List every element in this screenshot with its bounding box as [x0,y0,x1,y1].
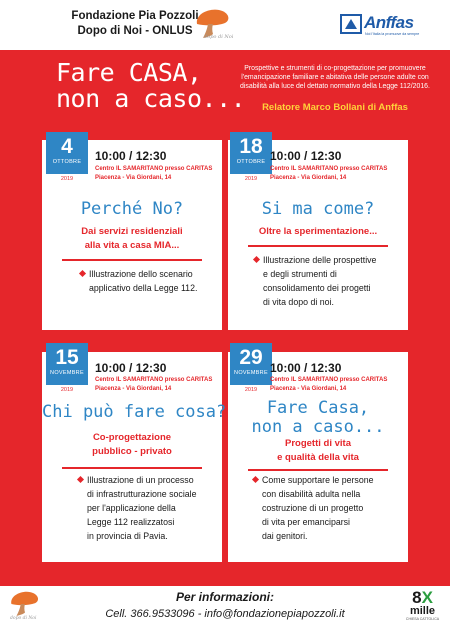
event-bullet [253,473,405,543]
anffas-mark-icon [340,14,362,34]
anffas-tagline: Noi l'Italia la promuove da sempre [365,32,420,36]
event-title [42,200,222,219]
event-day: 15 [55,346,79,369]
bullet-line: Illustrazione delle prospettive [263,255,377,265]
bullet-line: di vita dopo di noi. [263,297,334,307]
bullet-line: dai genitori. [262,531,308,541]
event-year: 2019 [60,387,74,393]
event-subtitle [42,225,222,253]
main-title [56,58,246,113]
event-subtitle-line: Oltre la sperimentazione... [258,226,378,237]
date-badge-2 [230,132,272,174]
event-title-line: Perché No? [80,199,184,219]
card-divider [62,259,202,261]
logo-caption: dopo di Noi [204,34,234,40]
event-subtitle [228,437,408,465]
event-time: 10:00 / 12:30 [270,361,342,375]
event-day: 29 [239,346,263,369]
date-badge-3 [46,343,88,385]
event-subtitle-line: Progetti di vita [285,438,351,449]
mille-number [400,590,445,606]
anffas-logo [340,12,440,40]
event-title-line: Chi può fare cosa? [42,402,227,422]
footer [0,586,450,636]
venue-line2: Piacenza - Via Giordani, 14 [270,386,347,392]
otto-per-mille-logo [400,590,445,630]
event-month: OTTOBRE [236,159,266,165]
card-divider [248,245,388,247]
event-year: 2019 [60,176,74,182]
event-bullet [78,473,222,543]
mille-subtitle: CHIESA CATTOLICA [405,617,440,621]
event-title [228,399,408,437]
event-year: 2019 [244,176,258,182]
bullet-line: Legge 112 realizzatosi [87,517,175,527]
card-divider [62,467,202,469]
bullet-diamond-icon [77,476,84,483]
event-month: NOVEMBRE [50,370,84,376]
event-day: 4 [61,135,73,158]
event-venue [95,165,212,183]
organization-name [60,9,210,39]
bullet-line: Illustrazione dello scenario [89,269,193,279]
venue-line1: Centro IL SAMARITANO presso CARITAS [270,377,388,383]
event-subtitle-line: pubblico - privato [92,446,172,457]
bullet-line: Come supportare le persone [262,475,374,485]
footer-logo-caption: dopo di Noi [10,616,37,621]
event-title [42,402,227,422]
org-name-line1: Fondazione Pia Pozzoli [71,10,199,22]
date-badge-1 [46,132,88,174]
bullet-line: e degli strumenti di [263,269,337,279]
venue-line2: Piacenza - Via Giordani, 14 [95,175,172,181]
card-divider [248,469,388,471]
event-year: 2019 [244,387,258,393]
bullet-line: con disabilità adulta nella [262,489,361,499]
speaker-line: Relatore Marco Bollani di Anffas [262,102,408,113]
bullet-line: per l'applicazione della [87,503,176,513]
event-title-line: Si ma come? [261,199,375,219]
bullet-diamond-icon [252,476,259,483]
bullet-line: di infrastrutturazione sociale [87,489,197,499]
event-time: 10:00 / 12:30 [95,149,167,163]
event-venue [95,376,212,394]
header [0,0,450,50]
main-title-line1: Fare CASA, [56,58,202,87]
mille-word: mille [409,605,436,617]
bullet-line: di vita per emanciparsi [262,517,351,527]
main-title-line2: non a caso... [56,84,246,113]
event-bullet [80,267,220,295]
org-name-line2: Dopo di Noi - ONLUS [77,25,193,37]
event-title [228,200,408,219]
event-time: 10:00 / 12:30 [95,361,167,375]
intro-text: Prospettive e strumenti di co-progettazione per promuovere l'emancipazione familiare e abitativa delle persone adulte con disabilità alla luce del dettato normativo della Legge 112/2016. [240,65,430,90]
event-venue [270,376,387,394]
bullet-line: in provincia di Pavia. [87,531,168,541]
event-title-line: Fare Casa, [266,398,370,418]
event-time: 10:00 / 12:30 [270,149,342,163]
bullet-line: applicativo della Legge 112. [89,283,198,293]
event-day: 18 [239,135,263,158]
venue-line2: Piacenza - Via Giordani, 14 [270,175,347,181]
event-subtitle-line: alla vita a casa MIA... [84,240,180,251]
venue-line1: Centro IL SAMARITANO presso CARITAS [95,166,213,172]
event-subtitle-line: e qualità della vita [277,452,359,463]
event-venue [270,165,387,183]
bullet-line: Illustrazione di un processo [87,475,194,485]
bullet-line: consolidamento dei progetti [263,283,371,293]
bullet-line: costruzione di un progetto [262,503,364,513]
event-subtitle-line: Dai servizi residenziali [81,226,183,237]
mille-x: X [421,588,433,607]
bullet-diamond-icon [79,270,86,277]
venue-line1: Centro IL SAMARITANO presso CARITAS [95,377,213,383]
event-bullet [254,253,404,309]
info-label: Per informazioni: [175,590,274,604]
date-badge-4 [230,343,272,385]
event-title-line: non a caso... [251,417,385,437]
event-subtitle-line: Co-progettazione [92,432,172,443]
event-month: NOVEMBRE [234,370,268,376]
venue-line2: Piacenza - Via Giordani, 14 [95,386,172,392]
event-month: OTTOBRE [52,159,82,165]
event-subtitle [42,431,222,459]
bullet-diamond-icon [253,256,260,263]
venue-line1: Centro IL SAMARITANO presso CARITAS [270,166,388,172]
contact-info: Cell. 366.9533096 - info@fondazionepiapozzoli.it [105,608,345,620]
mille-prefix: 8 [412,588,422,607]
anffas-wordmark: Anffas [364,13,414,32]
event-subtitle [228,225,408,239]
